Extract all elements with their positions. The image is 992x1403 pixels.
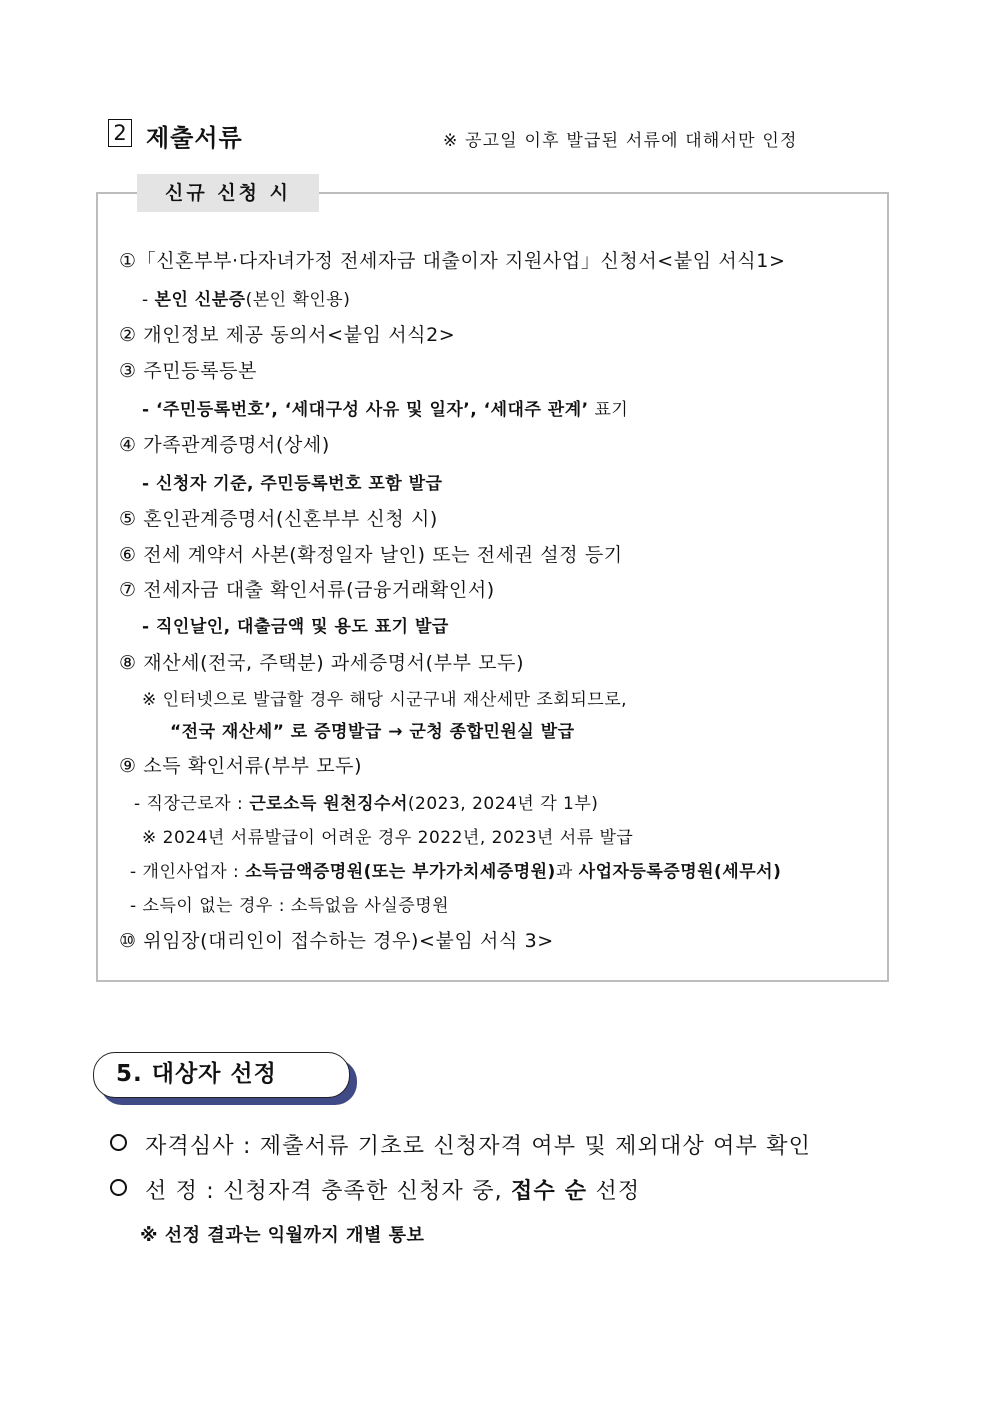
line-text: 자격심사 : 제출서류 기초로 신청자격 여부 및 제외대상 여부 확인: [145, 1134, 812, 1159]
list-item-9: ⑨ 소득 확인서류(부부 모두): [119, 755, 363, 777]
line-rest: 선정: [587, 1179, 641, 1204]
line-text: 선 정 : 신청자격 충족한 신청자 중,: [145, 1179, 512, 1204]
sub-bold-2: 사업자등록증명원(세무서): [578, 862, 782, 882]
list-item-4-sub: - 신청자 기준, 주민등록번호 포함 발급: [142, 474, 443, 494]
sub-bold: 본인 신분증: [154, 290, 246, 310]
list-item-5: ⑤ 혼인관계증명서(신혼부부 신청 시): [119, 508, 438, 530]
list-item-7: ⑦ 전세자금 대출 확인서류(금융거래확인서): [119, 579, 495, 601]
list-item-9-no-income: - 소득이 없는 경우 : 소득없음 사실증명원: [130, 896, 450, 916]
list-item-7-sub: - 직인날인, 대출금액 및 용도 표기 발급: [142, 617, 449, 637]
circle-bullet-icon: [110, 1179, 127, 1196]
sub-prefix: -: [142, 290, 155, 310]
sub-prefix: - 직장근로자 :: [134, 794, 250, 814]
selection-line-1: [110, 1129, 811, 1160]
list-item-9-note: ※ 2024년 서류발급이 어려운 경우 2022년, 2023년 서류 발급: [142, 828, 634, 848]
header-note: ※ 공고일 이후 발급된 서류에 대해서만 인정: [443, 131, 798, 151]
sub-bold: - ‘주민등록번호’, ‘세대구성 사유 및 일자’, ‘세대주 관계’: [142, 400, 589, 420]
sub-rest: (본인 확인용): [245, 290, 351, 310]
sub-mid: 과: [555, 862, 579, 882]
sub-rest: 표기: [588, 400, 629, 420]
circle-bullet-icon: [110, 1134, 127, 1151]
list-item-3: ③ 주민등록등본: [119, 360, 257, 382]
selection-line-2: [110, 1174, 640, 1205]
list-item-1-sub: [142, 285, 350, 310]
list-item-6: ⑥ 전세 계약서 사본(확정일자 날인) 또는 전세권 설정 등기: [119, 544, 623, 566]
list-item-10: ⑩ 위임장(대리인이 접수하는 경우)<붙임 서식 3>: [119, 930, 554, 952]
list-item-8-note: ※ 인터넷으로 발급할 경우 해당 시군구내 재산세만 조회되므로,: [142, 690, 628, 710]
list-item-1: ①「신혼부부·다자녀가정 전세자금 대출이자 지원사업」신청서<붙임 서식1>: [119, 250, 786, 272]
section-number-box: 2: [108, 119, 132, 147]
box-tab-label: 신규 신청 시: [137, 174, 319, 212]
line-bold: 접수 순: [511, 1179, 588, 1204]
list-item-8: ⑧ 재산세(전국, 주택분) 과세증명서(부부 모두): [119, 652, 525, 674]
list-item-2: ② 개인정보 제공 동의서<붙임 서식2>: [119, 324, 456, 346]
list-item-9-employee: [134, 789, 598, 814]
sub-bold: 근로소득 원천징수서: [249, 794, 408, 814]
sub-prefix: - 개인사업자 :: [130, 862, 246, 882]
list-item-3-sub: [142, 395, 628, 420]
selection-note: ※ 선정 결과는 익월까지 개별 통보: [140, 1225, 425, 1246]
list-item-9-business: [130, 857, 781, 882]
section-heading: 제출서류: [146, 124, 243, 152]
sub-bold: 소득금액증명원(또는 부가가치세증명원): [245, 862, 556, 882]
list-item-8-note-bold: “전국 재산세” 로 증명발급 → 군청 종합민원실 발급: [170, 722, 575, 742]
sub-rest: (2023, 2024년 각 1부): [407, 794, 599, 814]
list-item-4: ④ 가족관계증명서(상세): [119, 434, 330, 456]
section-5-title: 5. 대상자 선정: [93, 1052, 350, 1098]
